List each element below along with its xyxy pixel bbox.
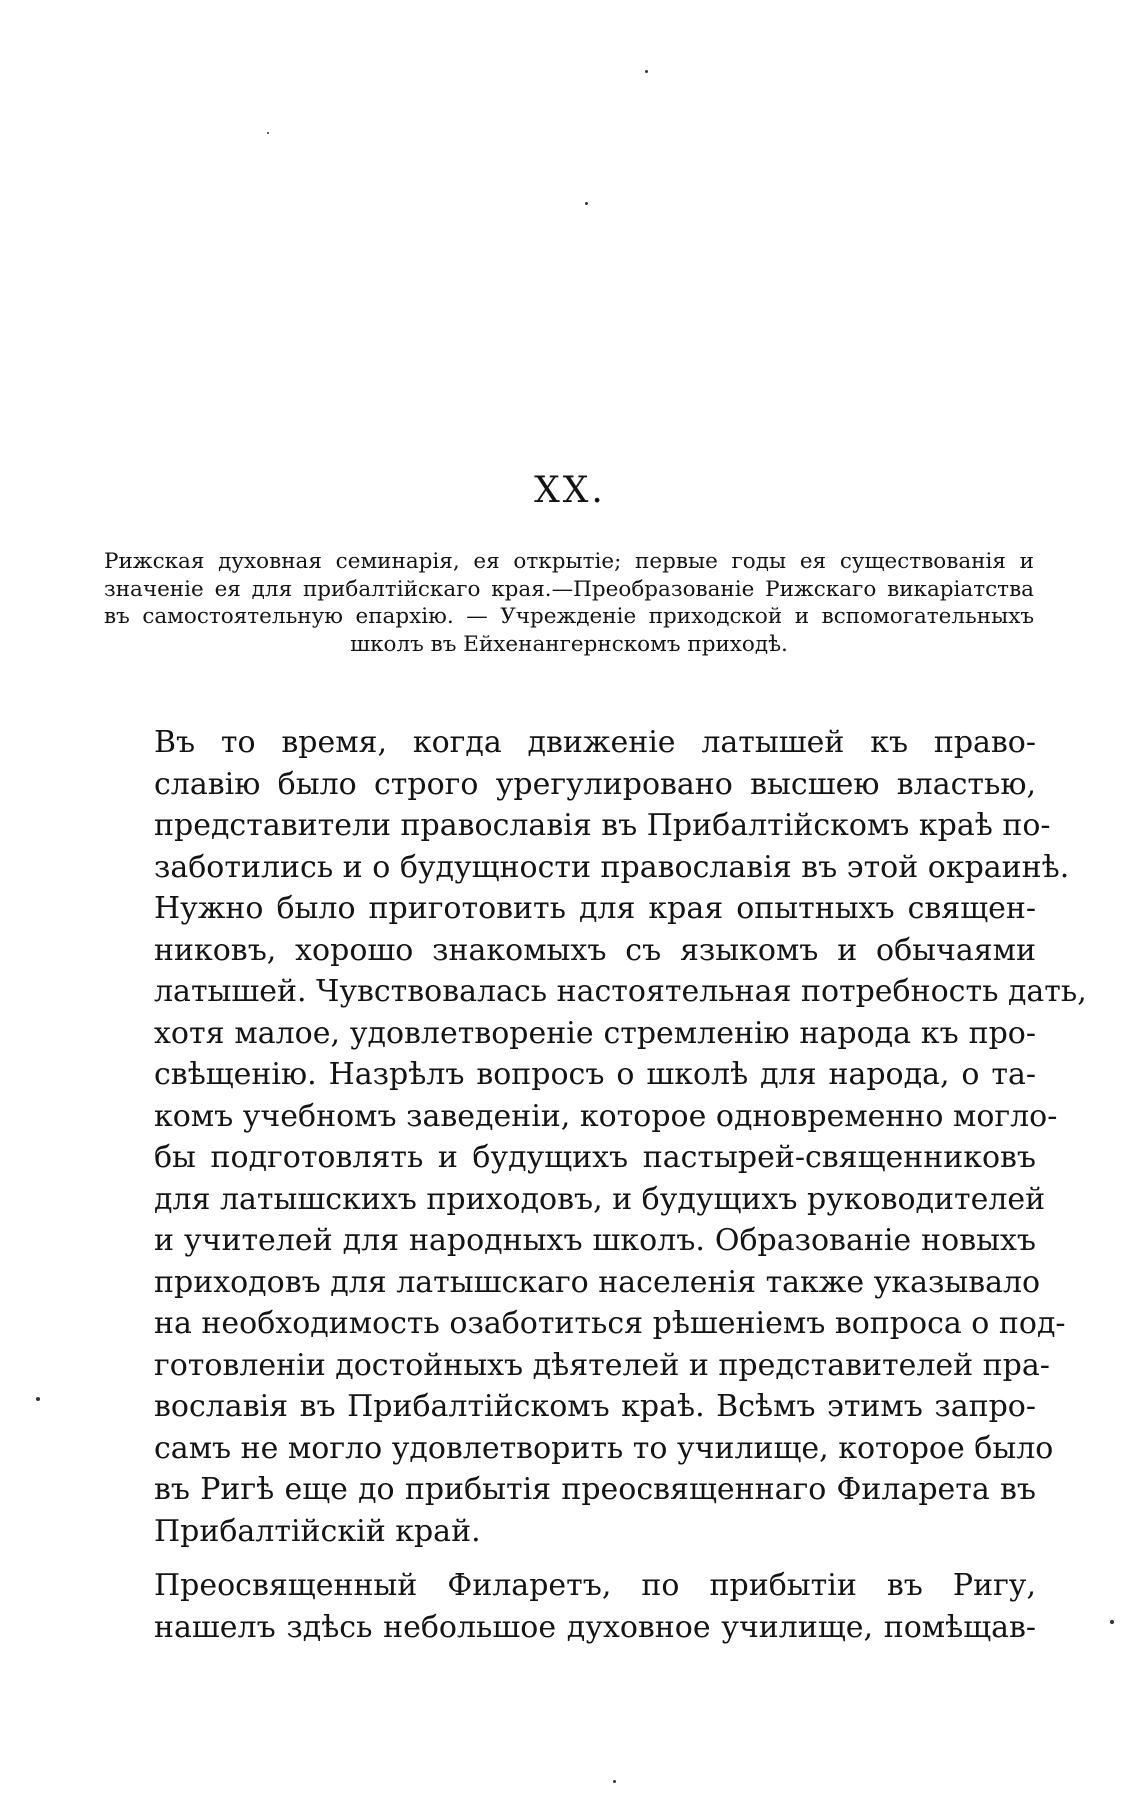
- text-line: вославія въ Прибалтійскомъ краѣ. Всѣмъ этимъ запро-: [154, 1389, 1036, 1424]
- text-line: самъ не могло удовлетворить то училище, которое было: [154, 1430, 1054, 1466]
- text-line: готовленіи достойныхъ дѣятелей и представителей пра-: [154, 1347, 1050, 1383]
- text-line: для латышскихъ приходовъ, и будущихъ руководителей: [154, 1181, 1046, 1217]
- text-line: славію было строго урегулировано высшею властью,: [154, 766, 1036, 802]
- text-line: свѣщенію. Назрѣлъ вопросъ о школѣ для народа, о та-: [154, 1057, 1036, 1092]
- chapter-number: XX.: [534, 470, 606, 511]
- text-line: нашелъ здѣсь небольшое духовное училище, помѣщав-: [154, 1609, 1036, 1645]
- text-line: Прибалтійскій край.: [154, 1513, 481, 1549]
- scan-speck: [645, 70, 648, 73]
- scan-speck: [613, 1780, 616, 1783]
- text-line: латышей. Чувствовалась настоятельная потребность дать,: [154, 974, 1087, 1009]
- scan-speck: [267, 132, 269, 134]
- scan-speck: [585, 202, 588, 205]
- text-line: на необходимость озаботиться рѣшеніемъ вопроса о под-: [154, 1306, 1066, 1341]
- scan-speck: [1110, 1620, 1114, 1624]
- paragraph-1: [104, 722, 1087, 1552]
- text-line: представители православія въ Прибалтійскомъ краѣ по-: [154, 808, 1051, 843]
- body-text: [104, 722, 1087, 1648]
- text-line: бы подготовлять и будущихъ пастырей-священниковъ: [154, 1140, 1036, 1175]
- scan-speck: [36, 1397, 40, 1401]
- text-line: Преосвященный Филаретъ, по прибытіи въ Ригу,: [154, 1568, 1036, 1603]
- text-line: Нужно было приготовить для края опытныхъ священ-: [154, 891, 1036, 926]
- text-line: заботились и о будущности православія въ этой окраинѣ.: [154, 849, 1070, 885]
- text-line: приходовъ для латышскаго населенія также указывало: [154, 1264, 1041, 1300]
- chapter-summary: Рижская духовная семинарія, ея открытіе; первые годы ея существованія и значеніе ея для прибалтійскаго края.—Преобразованіе Рижскаго викаріатства въ самостоятельную епархію. — Учрежденіе приходской и вспомогательныхъ школъ въ Ейхенангернскомъ приходѣ.: [104, 549, 1034, 657]
- paragraph-2: [104, 1565, 1036, 1648]
- text-line: никовъ, хорошо знакомыхъ съ языкомъ и обычаями: [154, 932, 1036, 968]
- text-line: комъ учебномъ заведеніи, которое одновременно моглo-: [154, 1098, 1058, 1134]
- text-line: въ Ригѣ еще до прибытія преосвященнаго Филарета въ: [154, 1472, 1036, 1507]
- text-line: хотя малое, удовлетвореніе стремленію народа къ про-: [154, 1015, 1036, 1051]
- text-line: и учителей для народныхъ школъ. Образованіе новыхъ: [154, 1223, 1036, 1258]
- text-line: Въ то время, когда движеніе латышей къ право-: [154, 725, 1036, 760]
